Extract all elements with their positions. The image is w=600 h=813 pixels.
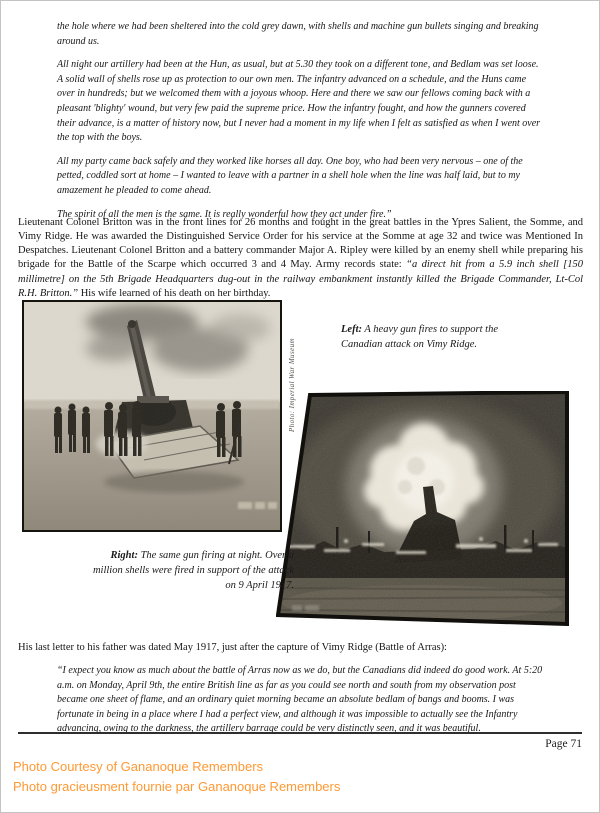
biography-text-after: His wife learned of his death on her birthday. <box>78 287 271 299</box>
letter-paragraph: All my party came back safely and they worked like horses all day. One boy, who had been very nervous – one of the petted, coddled sort at home – I wanted to leave with a partner in a shell hole when the line was half laid, but to my amazement he pleaded to come ahead. <box>57 155 523 196</box>
daylight-gun-illustration <box>24 302 280 530</box>
night-firing-illustration <box>276 391 570 626</box>
photo-credit-english: Photo Courtesy of Gananoque Remembers <box>13 759 264 774</box>
letter-paragraph: the hole where we had been sheltered into the cold grey dawn, with shells and machine gun bullets singing and breaking around us. <box>57 21 539 47</box>
right-photo-caption <box>86 548 294 593</box>
daylight-gun-photo <box>22 300 282 532</box>
left-caption-text: A heavy gun fires to support the Canadian attack on Vimy Ridge. <box>341 324 499 350</box>
footer-credits <box>13 757 340 796</box>
page-footer-rule <box>18 732 582 734</box>
biography-paragraph <box>18 216 583 302</box>
page-number: Page 71 <box>545 738 582 750</box>
army-records-quote: “a direct hit from a 5.9 inch shell [150 millimetre] on the 5th Brigade Headquarters dug-out in the railway embankment instantly killed the Brigade Commander, Lt-Col R.H. Britton.” <box>18 259 584 299</box>
photo-credit-french: Photo gracieusment fournie par Gananoque Remembers <box>13 778 341 794</box>
night-firing-photo <box>276 391 570 626</box>
letter-paragraph: The spirit of all the men is the same. It is really wonderful how they act under fire.” <box>57 208 392 220</box>
right-caption-label: Right: <box>110 550 138 561</box>
left-photo-caption <box>341 322 517 352</box>
biography-text-before: Lieutenant Colonel Britton was in the front lines for 26 months and fought in the great battles in the Ypres Salient, the Somme, and Vimy Ridge. He was awarded the Distinguished Service Order for his service at the Somme at age 32 and twice was Mentioned In Despatches. Lieutenant Colonel Britton and a battery commander Major A. Ripley were killed by an enemy shell while preparing his brigade for the Battle of the Scarpe which occurred 3 and 4 May. Army records state: <box>18 216 583 271</box>
letter-paragraph: All night our artillery had been at the Hun, as usual, but at 5.30 they took on a different tone, and Bedlam was set loose. A solid wall of shells rose up as protection to our own men. The infantry advanced on a schedule, and the Huns came over in hundreds; but we welcomed them with a joyous whoop. Here and there we saw our fellows coming back with a pleasant 'blighty' wound, but very few paid the supreme price. How the infantry fought, and how the gunners covered their advance, is a matter of history now, but I never had a moment in my life when I felt as satisfied as when I went over the top with the boys. <box>57 59 541 144</box>
photo-credit-vertical: Photo: Imperial War Museum <box>288 338 296 432</box>
right-caption-text: The same gun firing at night. Over a million shells were fired in support of the attack on 9 April 1917. <box>92 550 294 591</box>
letter-excerpt-block <box>57 20 543 231</box>
last-letter-intro: His last letter to his father was dated May 1917, just after the capture of Vimy Ridge (Battle of Arras): <box>18 642 447 653</box>
left-caption-label: Left: <box>341 324 362 335</box>
last-letter-quote: “I expect you know as much about the battle of Arras now as we do, but the Canadians did indeed do good work. At 5:20 a.m. on Monday, April 9th, the entire British line as far as you could see north and south from my observation post became one sheet of flame, and an ordinary quiet morning became an absolute bedlam of bangs and booms. I was fortunate in being in a place where I had a perfect view, and although it was impossible to actually see the Infantry advancing, owing to the darkness, the artillery barrage could be very distinctly seen, and it was beautiful. <box>57 665 543 735</box>
